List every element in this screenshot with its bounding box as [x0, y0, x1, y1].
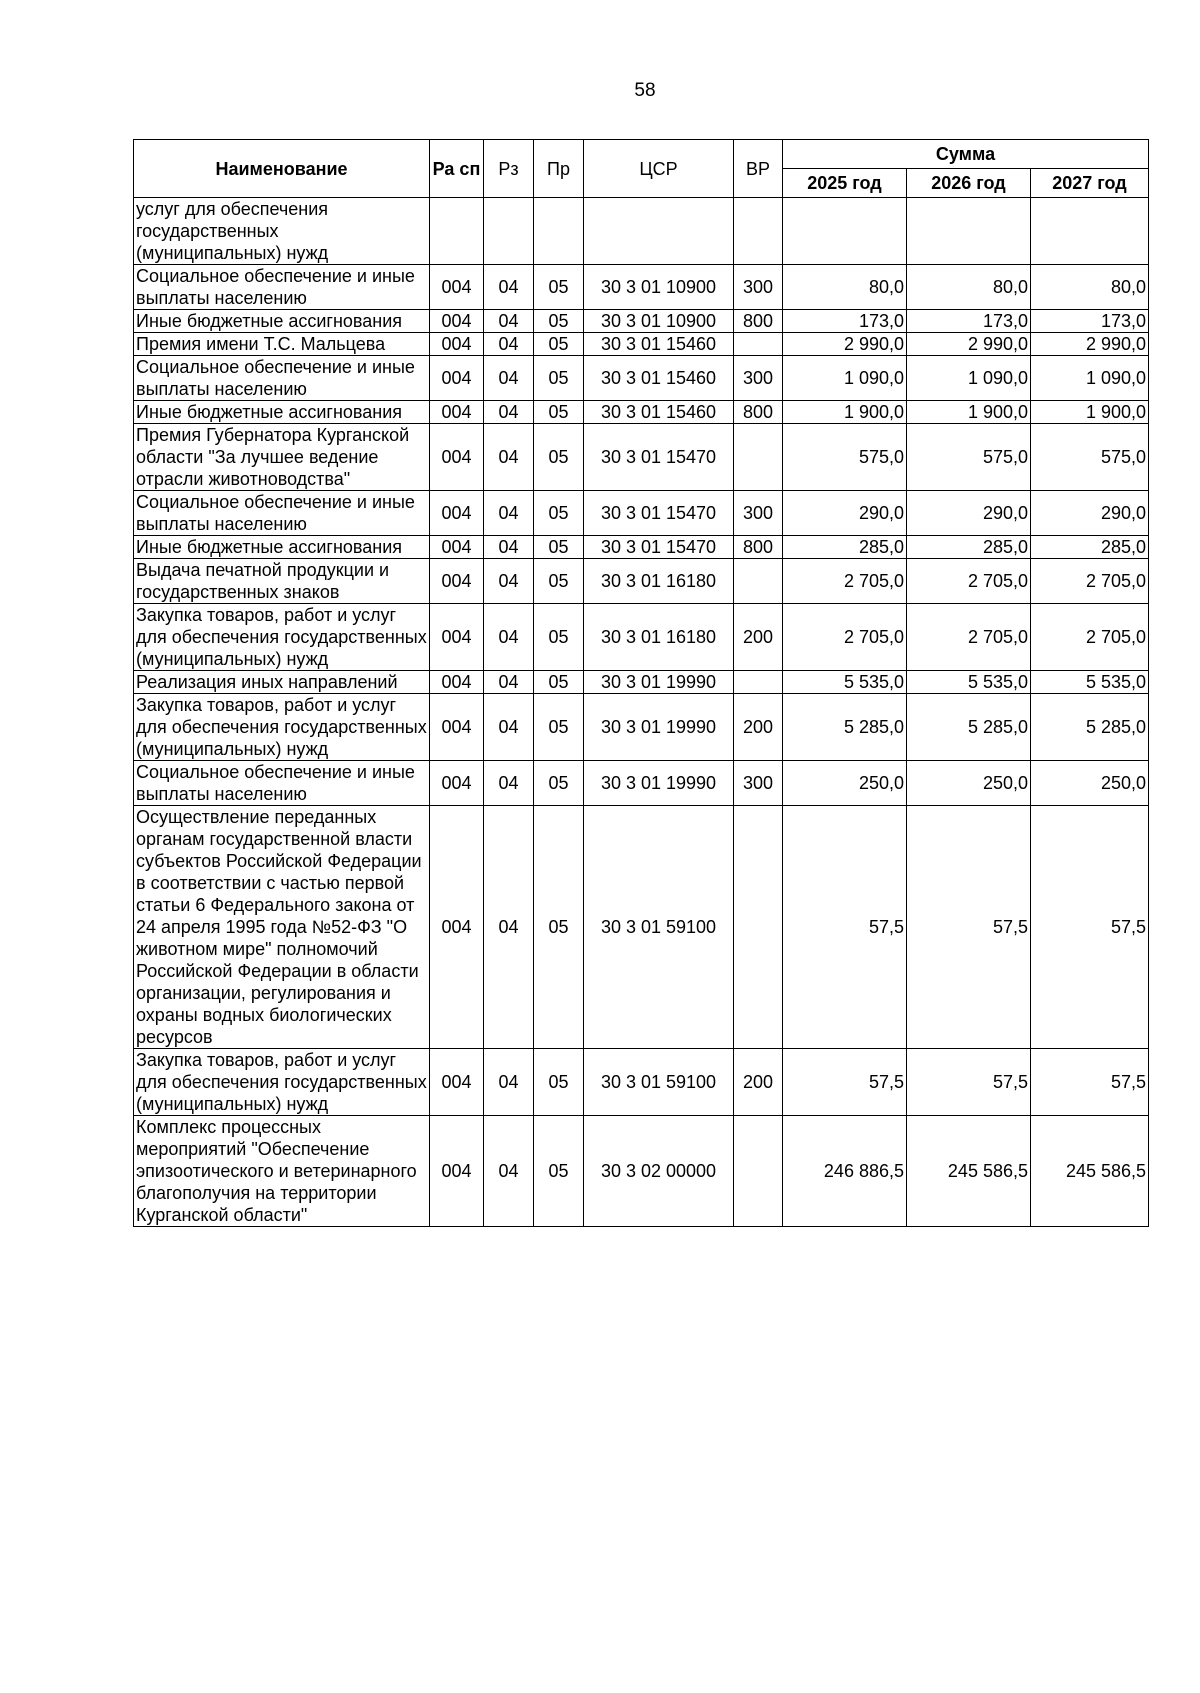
row-csr: 30 3 01 15460 [584, 333, 734, 356]
row-name: Социальное обеспечение и иные выплаты населению [134, 491, 430, 536]
row-pr: 05 [534, 401, 584, 424]
row-pr: 05 [534, 761, 584, 806]
row-vr [734, 1116, 783, 1227]
row-sum-2027: 57,5 [1031, 1049, 1149, 1116]
row-csr: 30 3 01 59100 [584, 806, 734, 1049]
row-vr: 800 [734, 536, 783, 559]
row-name: Реализация иных направлений [134, 671, 430, 694]
table-row [134, 1049, 1149, 1116]
row-sum-2027: 290,0 [1031, 491, 1149, 536]
header-csr: ЦСР [584, 140, 734, 198]
row-sum-2025 [783, 198, 907, 265]
row-sum-2025: 250,0 [783, 761, 907, 806]
row-sum-2026: 245 586,5 [907, 1116, 1031, 1227]
header-pr: Пр [534, 140, 584, 198]
header-year-2026: 2026 год [907, 169, 1031, 198]
row-sum-2025: 1 090,0 [783, 356, 907, 401]
row-pr: 05 [534, 265, 584, 310]
row-vr: 200 [734, 694, 783, 761]
row-sum-2026: 285,0 [907, 536, 1031, 559]
row-pr: 05 [534, 1049, 584, 1116]
row-pr: 05 [534, 694, 584, 761]
row-sum-2026: 5 285,0 [907, 694, 1031, 761]
row-csr: 30 3 01 19990 [584, 671, 734, 694]
table-row [134, 1116, 1149, 1227]
row-rasp: 004 [430, 424, 484, 491]
row-rz: 04 [484, 671, 534, 694]
row-sum-2025: 2 705,0 [783, 559, 907, 604]
table-row [134, 310, 1149, 333]
row-sum-2027: 2 705,0 [1031, 604, 1149, 671]
table-body [134, 198, 1149, 1227]
row-sum-2027: 250,0 [1031, 761, 1149, 806]
row-pr: 05 [534, 671, 584, 694]
row-pr: 05 [534, 310, 584, 333]
row-sum-2026: 290,0 [907, 491, 1031, 536]
row-rasp: 004 [430, 694, 484, 761]
table-row [134, 265, 1149, 310]
row-sum-2026: 575,0 [907, 424, 1031, 491]
header-rz: Рз [484, 140, 534, 198]
row-sum-2025: 290,0 [783, 491, 907, 536]
row-csr: 30 3 01 59100 [584, 1049, 734, 1116]
table-header-row [134, 140, 1149, 169]
row-vr: 300 [734, 491, 783, 536]
row-sum-2025: 173,0 [783, 310, 907, 333]
row-rasp: 004 [430, 310, 484, 333]
row-csr [584, 198, 734, 265]
table-row [134, 424, 1149, 491]
row-rasp: 004 [430, 604, 484, 671]
row-pr [534, 198, 584, 265]
header-name: Наименование [134, 140, 430, 198]
row-rz: 04 [484, 401, 534, 424]
row-sum-2027: 2 705,0 [1031, 559, 1149, 604]
row-rz: 04 [484, 761, 534, 806]
table-row [134, 694, 1149, 761]
table-row [134, 356, 1149, 401]
row-rz: 04 [484, 424, 534, 491]
row-vr [734, 333, 783, 356]
row-rz: 04 [484, 1049, 534, 1116]
row-sum-2027: 285,0 [1031, 536, 1149, 559]
row-rasp: 004 [430, 1116, 484, 1227]
header-year-2025: 2025 год [783, 169, 907, 198]
row-pr: 05 [534, 1116, 584, 1227]
row-vr [734, 424, 783, 491]
row-rz: 04 [484, 356, 534, 401]
table-row [134, 671, 1149, 694]
row-name: Закупка товаров, работ и услуг для обеспечения государственных (муниципальных) нужд [134, 1049, 430, 1116]
row-csr: 30 3 01 15460 [584, 401, 734, 424]
row-vr: 300 [734, 265, 783, 310]
row-sum-2025: 57,5 [783, 1049, 907, 1116]
row-name: Выдача печатной продукции и государственных знаков [134, 559, 430, 604]
row-vr: 200 [734, 604, 783, 671]
row-sum-2026: 57,5 [907, 806, 1031, 1049]
row-name: Иные бюджетные ассигнования [134, 310, 430, 333]
row-vr [734, 806, 783, 1049]
table-row [134, 806, 1149, 1049]
row-sum-2025: 2 990,0 [783, 333, 907, 356]
row-rz: 04 [484, 536, 534, 559]
row-sum-2027: 1 090,0 [1031, 356, 1149, 401]
row-rz: 04 [484, 310, 534, 333]
row-csr: 30 3 01 19990 [584, 761, 734, 806]
row-sum-2027: 2 990,0 [1031, 333, 1149, 356]
row-vr: 800 [734, 310, 783, 333]
row-sum-2025: 2 705,0 [783, 604, 907, 671]
row-csr: 30 3 01 16180 [584, 559, 734, 604]
row-name: Премия имени Т.С. Мальцева [134, 333, 430, 356]
row-rasp: 004 [430, 1049, 484, 1116]
row-sum-2026: 2 705,0 [907, 604, 1031, 671]
row-sum-2027: 173,0 [1031, 310, 1149, 333]
row-sum-2027: 1 900,0 [1031, 401, 1149, 424]
row-rz: 04 [484, 806, 534, 1049]
row-pr: 05 [534, 356, 584, 401]
row-sum-2025: 5 535,0 [783, 671, 907, 694]
table-row [134, 333, 1149, 356]
row-sum-2027: 80,0 [1031, 265, 1149, 310]
row-name: Закупка товаров, работ и услуг для обеспечения государственных (муниципальных) нужд [134, 694, 430, 761]
row-sum-2026: 2 990,0 [907, 333, 1031, 356]
table-row [134, 604, 1149, 671]
row-rz: 04 [484, 694, 534, 761]
row-csr: 30 3 01 19990 [584, 694, 734, 761]
table-row [134, 198, 1149, 265]
row-sum-2027: 575,0 [1031, 424, 1149, 491]
row-sum-2027: 5 535,0 [1031, 671, 1149, 694]
row-pr: 05 [534, 491, 584, 536]
row-name: Комплекс процессных мероприятий "Обеспечение эпизоотического и ветеринарного благополучия на территории Курганской области" [134, 1116, 430, 1227]
row-pr: 05 [534, 604, 584, 671]
header-vr: ВР [734, 140, 783, 198]
row-rasp: 004 [430, 265, 484, 310]
budget-table [133, 139, 1149, 1227]
row-sum-2026: 2 705,0 [907, 559, 1031, 604]
row-vr: 300 [734, 761, 783, 806]
row-rasp: 004 [430, 559, 484, 604]
row-pr: 05 [534, 333, 584, 356]
row-name: Социальное обеспечение и иные выплаты населению [134, 356, 430, 401]
row-name: Социальное обеспечение и иные выплаты населению [134, 265, 430, 310]
row-name: услуг для обеспечения государственных (муниципальных) нужд [134, 198, 430, 265]
row-vr: 300 [734, 356, 783, 401]
row-name: Иные бюджетные ассигнования [134, 401, 430, 424]
row-rz: 04 [484, 559, 534, 604]
row-rasp: 004 [430, 333, 484, 356]
row-name: Осуществление переданных органам государственной власти субъектов Российской Федерации в соответствии с частью первой статьи 6 Федерального закона от 24 апреля 1995 года №52-ФЗ "О животном мире" полномочий Российской Федерации в области организации, регулирования и охраны водных биологических ресурсов [134, 806, 430, 1049]
row-sum-2025: 5 285,0 [783, 694, 907, 761]
header-sum: Сумма [783, 140, 1149, 169]
table-row [134, 559, 1149, 604]
row-rasp: 004 [430, 491, 484, 536]
row-sum-2025: 575,0 [783, 424, 907, 491]
row-vr [734, 559, 783, 604]
row-sum-2025: 80,0 [783, 265, 907, 310]
row-csr: 30 3 01 15460 [584, 356, 734, 401]
row-csr: 30 3 01 15470 [584, 491, 734, 536]
row-name: Премия Губернатора Курганской области "За лучшее ведение отрасли животноводства" [134, 424, 430, 491]
table-row [134, 401, 1149, 424]
row-csr: 30 3 02 00000 [584, 1116, 734, 1227]
row-rz: 04 [484, 604, 534, 671]
row-pr: 05 [534, 536, 584, 559]
row-rz: 04 [484, 265, 534, 310]
page-number: 58 [634, 80, 656, 101]
row-vr [734, 198, 783, 265]
row-rasp: 004 [430, 671, 484, 694]
row-rz [484, 198, 534, 265]
row-rasp: 004 [430, 536, 484, 559]
row-sum-2025: 1 900,0 [783, 401, 907, 424]
row-sum-2026 [907, 198, 1031, 265]
row-name: Социальное обеспечение и иные выплаты населению [134, 761, 430, 806]
row-rz: 04 [484, 491, 534, 536]
row-rasp [430, 198, 484, 265]
row-csr: 30 3 01 16180 [584, 604, 734, 671]
row-sum-2026: 1 900,0 [907, 401, 1031, 424]
row-sum-2025: 246 886,5 [783, 1116, 907, 1227]
row-sum-2026: 1 090,0 [907, 356, 1031, 401]
row-sum-2026: 57,5 [907, 1049, 1031, 1116]
row-sum-2026: 173,0 [907, 310, 1031, 333]
row-sum-2025: 57,5 [783, 806, 907, 1049]
row-sum-2027 [1031, 198, 1149, 265]
row-sum-2026: 80,0 [907, 265, 1031, 310]
row-rasp: 004 [430, 806, 484, 1049]
row-csr: 30 3 01 10900 [584, 310, 734, 333]
row-sum-2026: 5 535,0 [907, 671, 1031, 694]
row-vr [734, 671, 783, 694]
table-row [134, 536, 1149, 559]
row-name: Закупка товаров, работ и услуг для обеспечения государственных (муниципальных) нужд [134, 604, 430, 671]
row-rasp: 004 [430, 356, 484, 401]
row-rz: 04 [484, 1116, 534, 1227]
row-sum-2027: 245 586,5 [1031, 1116, 1149, 1227]
row-pr: 05 [534, 806, 584, 1049]
row-csr: 30 3 01 10900 [584, 265, 734, 310]
row-rasp: 004 [430, 401, 484, 424]
row-sum-2026: 250,0 [907, 761, 1031, 806]
row-sum-2027: 57,5 [1031, 806, 1149, 1049]
row-name: Иные бюджетные ассигнования [134, 536, 430, 559]
row-rz: 04 [484, 333, 534, 356]
row-sum-2025: 285,0 [783, 536, 907, 559]
row-pr: 05 [534, 559, 584, 604]
row-csr: 30 3 01 15470 [584, 424, 734, 491]
header-rasp: Ра сп [430, 140, 484, 198]
header-year-2027: 2027 год [1031, 169, 1149, 198]
row-vr: 800 [734, 401, 783, 424]
row-sum-2027: 5 285,0 [1031, 694, 1149, 761]
row-rasp: 004 [430, 761, 484, 806]
table-row [134, 491, 1149, 536]
row-vr: 200 [734, 1049, 783, 1116]
row-pr: 05 [534, 424, 584, 491]
row-csr: 30 3 01 15470 [584, 536, 734, 559]
table-row [134, 761, 1149, 806]
